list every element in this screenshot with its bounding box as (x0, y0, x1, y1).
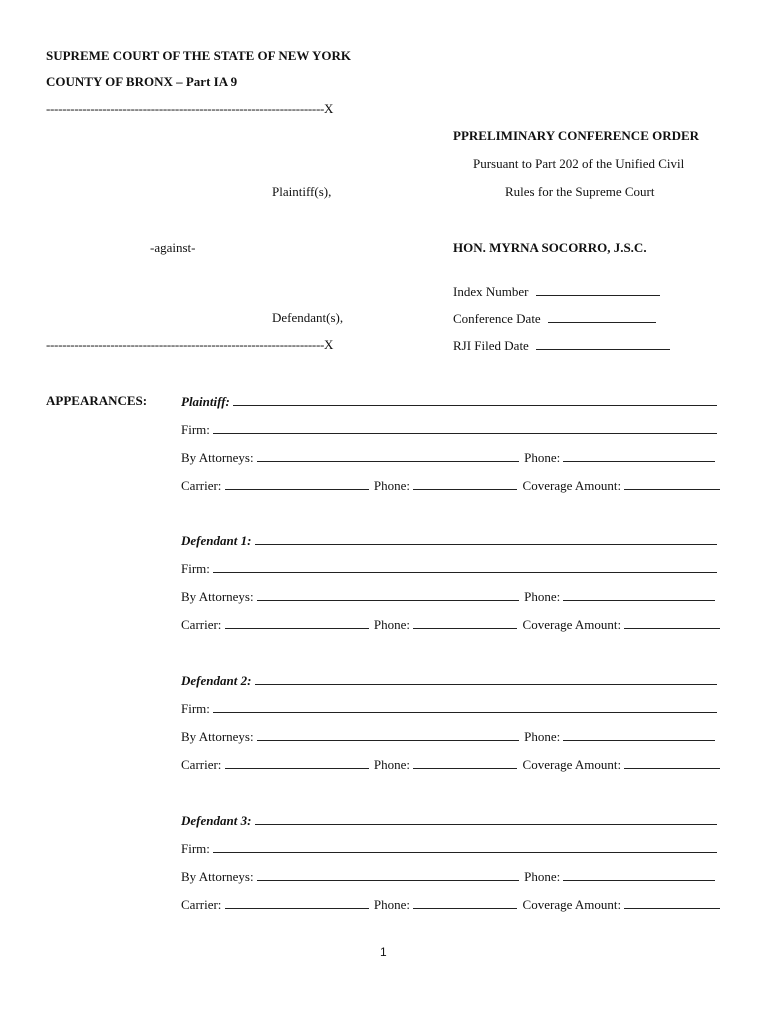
index-number-field[interactable] (453, 283, 660, 300)
conference-date-input[interactable] (548, 310, 656, 323)
carrier-phone-label: Phone: (373, 478, 411, 493)
coverage-label: Coverage Amount: (522, 757, 622, 772)
rji-filed-date-input[interactable] (536, 337, 670, 350)
carrier-label: Carrier: (181, 897, 222, 912)
firm-label: Firm: (181, 422, 210, 437)
defendant-label: Defendant(s), (272, 310, 344, 325)
phone-input[interactable] (563, 728, 715, 741)
party-label: Plaintiff: (181, 394, 230, 409)
conference-date-field[interactable] (453, 310, 656, 327)
firm-field[interactable] (181, 560, 717, 577)
carrier-input[interactable] (225, 896, 369, 909)
attorneys-field[interactable] (181, 728, 715, 745)
page-number: 1 (380, 945, 387, 959)
party-name-field[interactable] (181, 672, 717, 689)
carrier-phone-input[interactable] (413, 616, 517, 629)
against-label: -against- (150, 240, 196, 255)
order-subtitle-1: Pursuant to Part 202 of the Unified Civil (473, 156, 685, 171)
index-number-input[interactable] (536, 283, 660, 296)
party-name-input[interactable] (255, 672, 717, 685)
phone-input[interactable] (563, 588, 715, 601)
coverage-input[interactable] (624, 616, 720, 629)
party-label: Defendant 3: (181, 813, 252, 828)
phone-input[interactable] (563, 449, 715, 462)
carrier-label: Carrier: (181, 757, 222, 772)
carrier-phone-input[interactable] (413, 756, 517, 769)
firm-field[interactable] (181, 421, 717, 438)
coverage-label: Coverage Amount: (522, 897, 622, 912)
phone-label: Phone: (524, 729, 561, 744)
caption-divider-top: ---------------------------------------------------------------------X (46, 101, 334, 116)
phone-input[interactable] (563, 868, 715, 881)
judge-name: HON. MYRNA SOCORRO, J.S.C. (453, 240, 647, 255)
firm-input[interactable] (213, 421, 717, 434)
firm-label: Firm: (181, 841, 210, 856)
order-title: PPRELIMINARY CONFERENCE ORDER (453, 128, 700, 143)
carrier-field[interactable] (181, 477, 720, 494)
attorneys-input[interactable] (257, 868, 519, 881)
coverage-label: Coverage Amount: (522, 617, 622, 632)
attorneys-input[interactable] (257, 588, 519, 601)
attorneys-field[interactable] (181, 449, 715, 466)
carrier-phone-input[interactable] (413, 477, 517, 490)
party-label: Defendant 1: (181, 533, 252, 548)
coverage-label: Coverage Amount: (522, 478, 622, 493)
firm-label: Firm: (181, 561, 210, 576)
attorneys-input[interactable] (257, 449, 519, 462)
party-name-field[interactable] (181, 532, 717, 549)
plaintiff-label: Plaintiff(s), (272, 184, 332, 199)
attorneys-label: By Attorneys: (181, 729, 254, 744)
party-label: Defendant 2: (181, 673, 252, 688)
order-subtitle-2: Rules for the Supreme Court (505, 184, 655, 199)
attorneys-field[interactable] (181, 868, 715, 885)
firm-field[interactable] (181, 840, 717, 857)
firm-field[interactable] (181, 700, 717, 717)
carrier-label: Carrier: (181, 478, 222, 493)
firm-input[interactable] (213, 700, 717, 713)
carrier-phone-label: Phone: (373, 897, 411, 912)
attorneys-label: By Attorneys: (181, 589, 254, 604)
coverage-input[interactable] (624, 756, 720, 769)
firm-input[interactable] (213, 560, 717, 573)
firm-label: Firm: (181, 701, 210, 716)
index-number-label: Index Number (453, 284, 529, 299)
party-name-input[interactable] (255, 812, 717, 825)
county-part: COUNTY OF BRONX – Part IA 9 (46, 74, 238, 89)
party-name-input[interactable] (233, 393, 717, 406)
appearances-heading: APPEARANCES: (46, 393, 148, 408)
rji-filed-date-label: RJI Filed Date (453, 338, 529, 353)
carrier-phone-label: Phone: (373, 617, 411, 632)
party-name-input[interactable] (255, 532, 717, 545)
carrier-input[interactable] (225, 616, 369, 629)
party-name-field[interactable] (181, 812, 717, 829)
phone-label: Phone: (524, 869, 561, 884)
carrier-input[interactable] (225, 477, 369, 490)
carrier-field[interactable] (181, 616, 720, 633)
court-name: SUPREME COURT OF THE STATE OF NEW YORK (46, 48, 351, 63)
carrier-field[interactable] (181, 756, 720, 773)
attorneys-field[interactable] (181, 588, 715, 605)
carrier-input[interactable] (225, 756, 369, 769)
coverage-input[interactable] (624, 477, 720, 490)
carrier-phone-label: Phone: (373, 757, 411, 772)
carrier-field[interactable] (181, 896, 720, 913)
conference-date-label: Conference Date (453, 311, 541, 326)
phone-label: Phone: (524, 589, 561, 604)
carrier-label: Carrier: (181, 617, 222, 632)
attorneys-input[interactable] (257, 728, 519, 741)
coverage-input[interactable] (624, 896, 720, 909)
rji-filed-date-field[interactable] (453, 337, 670, 354)
caption-divider-bottom: ---------------------------------------------------------------------X (46, 337, 334, 352)
firm-input[interactable] (213, 840, 717, 853)
party-name-field[interactable] (181, 393, 717, 410)
phone-label: Phone: (524, 450, 561, 465)
carrier-phone-input[interactable] (413, 896, 517, 909)
attorneys-label: By Attorneys: (181, 450, 254, 465)
attorneys-label: By Attorneys: (181, 869, 254, 884)
